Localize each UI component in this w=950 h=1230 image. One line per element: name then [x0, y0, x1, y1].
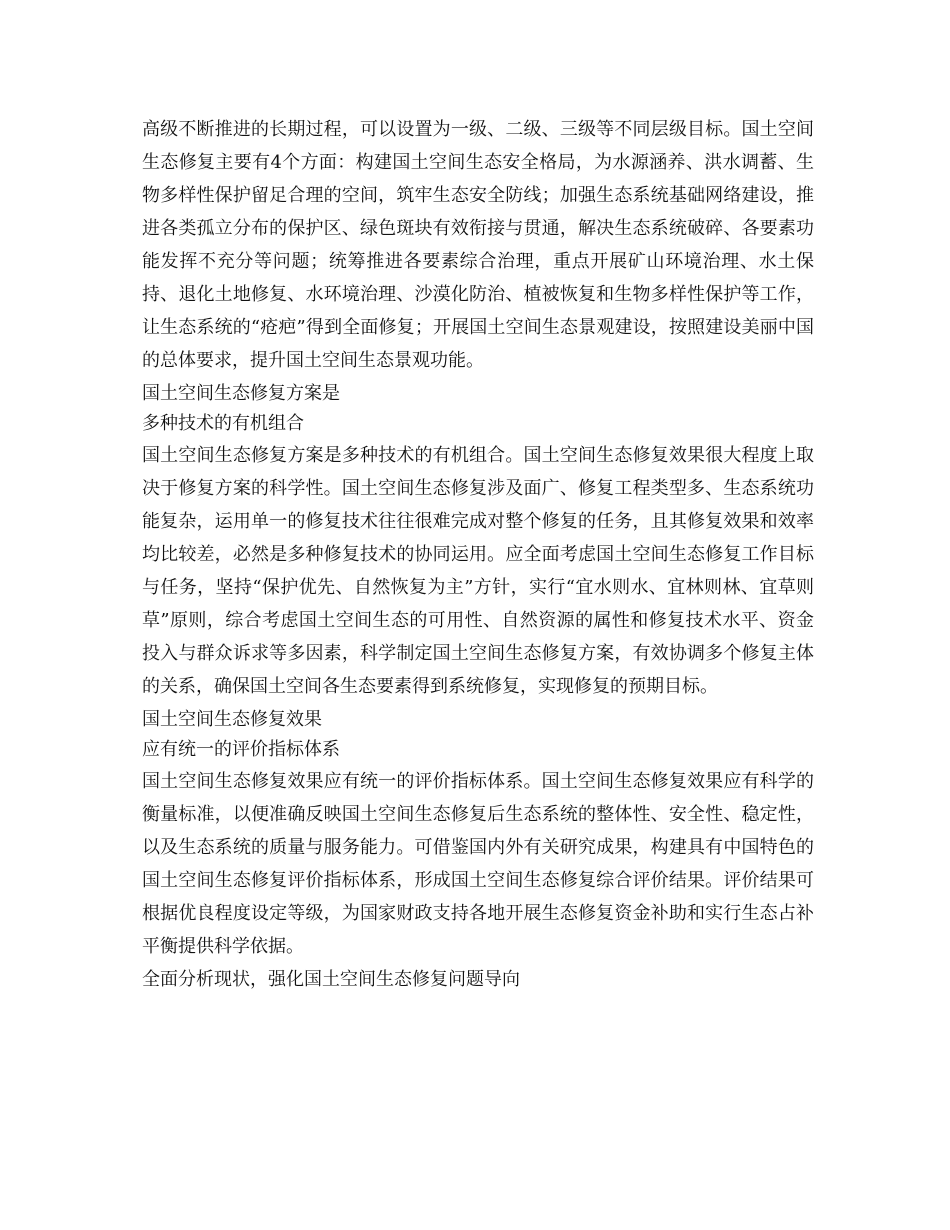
section-heading: 国土空间生态修复效果	[142, 709, 322, 730]
document-body	[142, 113, 814, 995]
body-paragraph: 国土空间生态修复效果应有统一的评价指标体系。国土空间生态修复效果应有科学的衡量标准，以便准确反映国土空间生态修复后生态系统的整体性、安全性、稳定性，以及生态系统的质量与服务能力。可借鉴国内外有关研究成果，构建具有中国特色的国土空间生态修复评价指标体系，形成国土空间生态修复综合评价结果。评价结果可根据优良程度设定等级，为国家财政支持各地开展生态修复资金补助和实行生态占补平衡提供科学依据。	[142, 771, 814, 957]
section-heading: 应有统一的评价指标体系	[142, 739, 340, 760]
body-paragraph: 高级不断推进的长期过程，可以设置为一级、二级、三级等不同层级目标。国土空间生态修复主要有4个方面：构建国土空间生态安全格局，为水源涵养、洪水调蓄、生物多样性保护留足合理的空间，筑牢生态安全防线；加强生态系统基础网络建设，推进各类孤立分布的保护区、绿色斑块有效衔接与贯通，解决生态系统破碎、各要素功能发挥不充分等问题；统筹推进各要素综合治理，重点开展矿山环境治理、水土保持、退化土地修复、水环境治理、沙漠化防治、植被恢复和生物多样性保护等工作，让生态系统的“疮疤”得到全面修复；开展国土空间生态景观建设，按照建设美丽中国的总体要求，提升国土空间生态景观功能。	[142, 119, 814, 371]
body-paragraph: 国土空间生态修复方案是多种技术的有机组合。国土空间生态修复效果很大程度上取决于修复方案的科学性。国土空间生态修复涉及面广、修复工程类型多、生态系统功能复杂，运用单一的修复技术往往很难完成对整个修复的任务，且其修复效果和效率均比较差，必然是多种修复技术的协同运用。应全面考虑国土空间生态修复工作目标与任务，坚持“保护优先、自然恢复为主”方针，实行“宜水则水、宜林则林、宜草则草”原则，综合考虑国土空间生态的可用性、自然资源的属性和修复技术水平、资金投入与群众诉求等多因素，科学制定国土空间生态修复方案，有效协调多个修复主体的关系，确保国土空间各生态要素得到系统修复，实现修复的预期目标。	[142, 445, 814, 697]
section-heading: 全面分析现状，强化国土空间生态修复问题导向	[142, 969, 520, 990]
section-heading: 多种技术的有机组合	[142, 413, 304, 434]
section-heading: 国土空间生态修复方案是	[142, 383, 340, 404]
